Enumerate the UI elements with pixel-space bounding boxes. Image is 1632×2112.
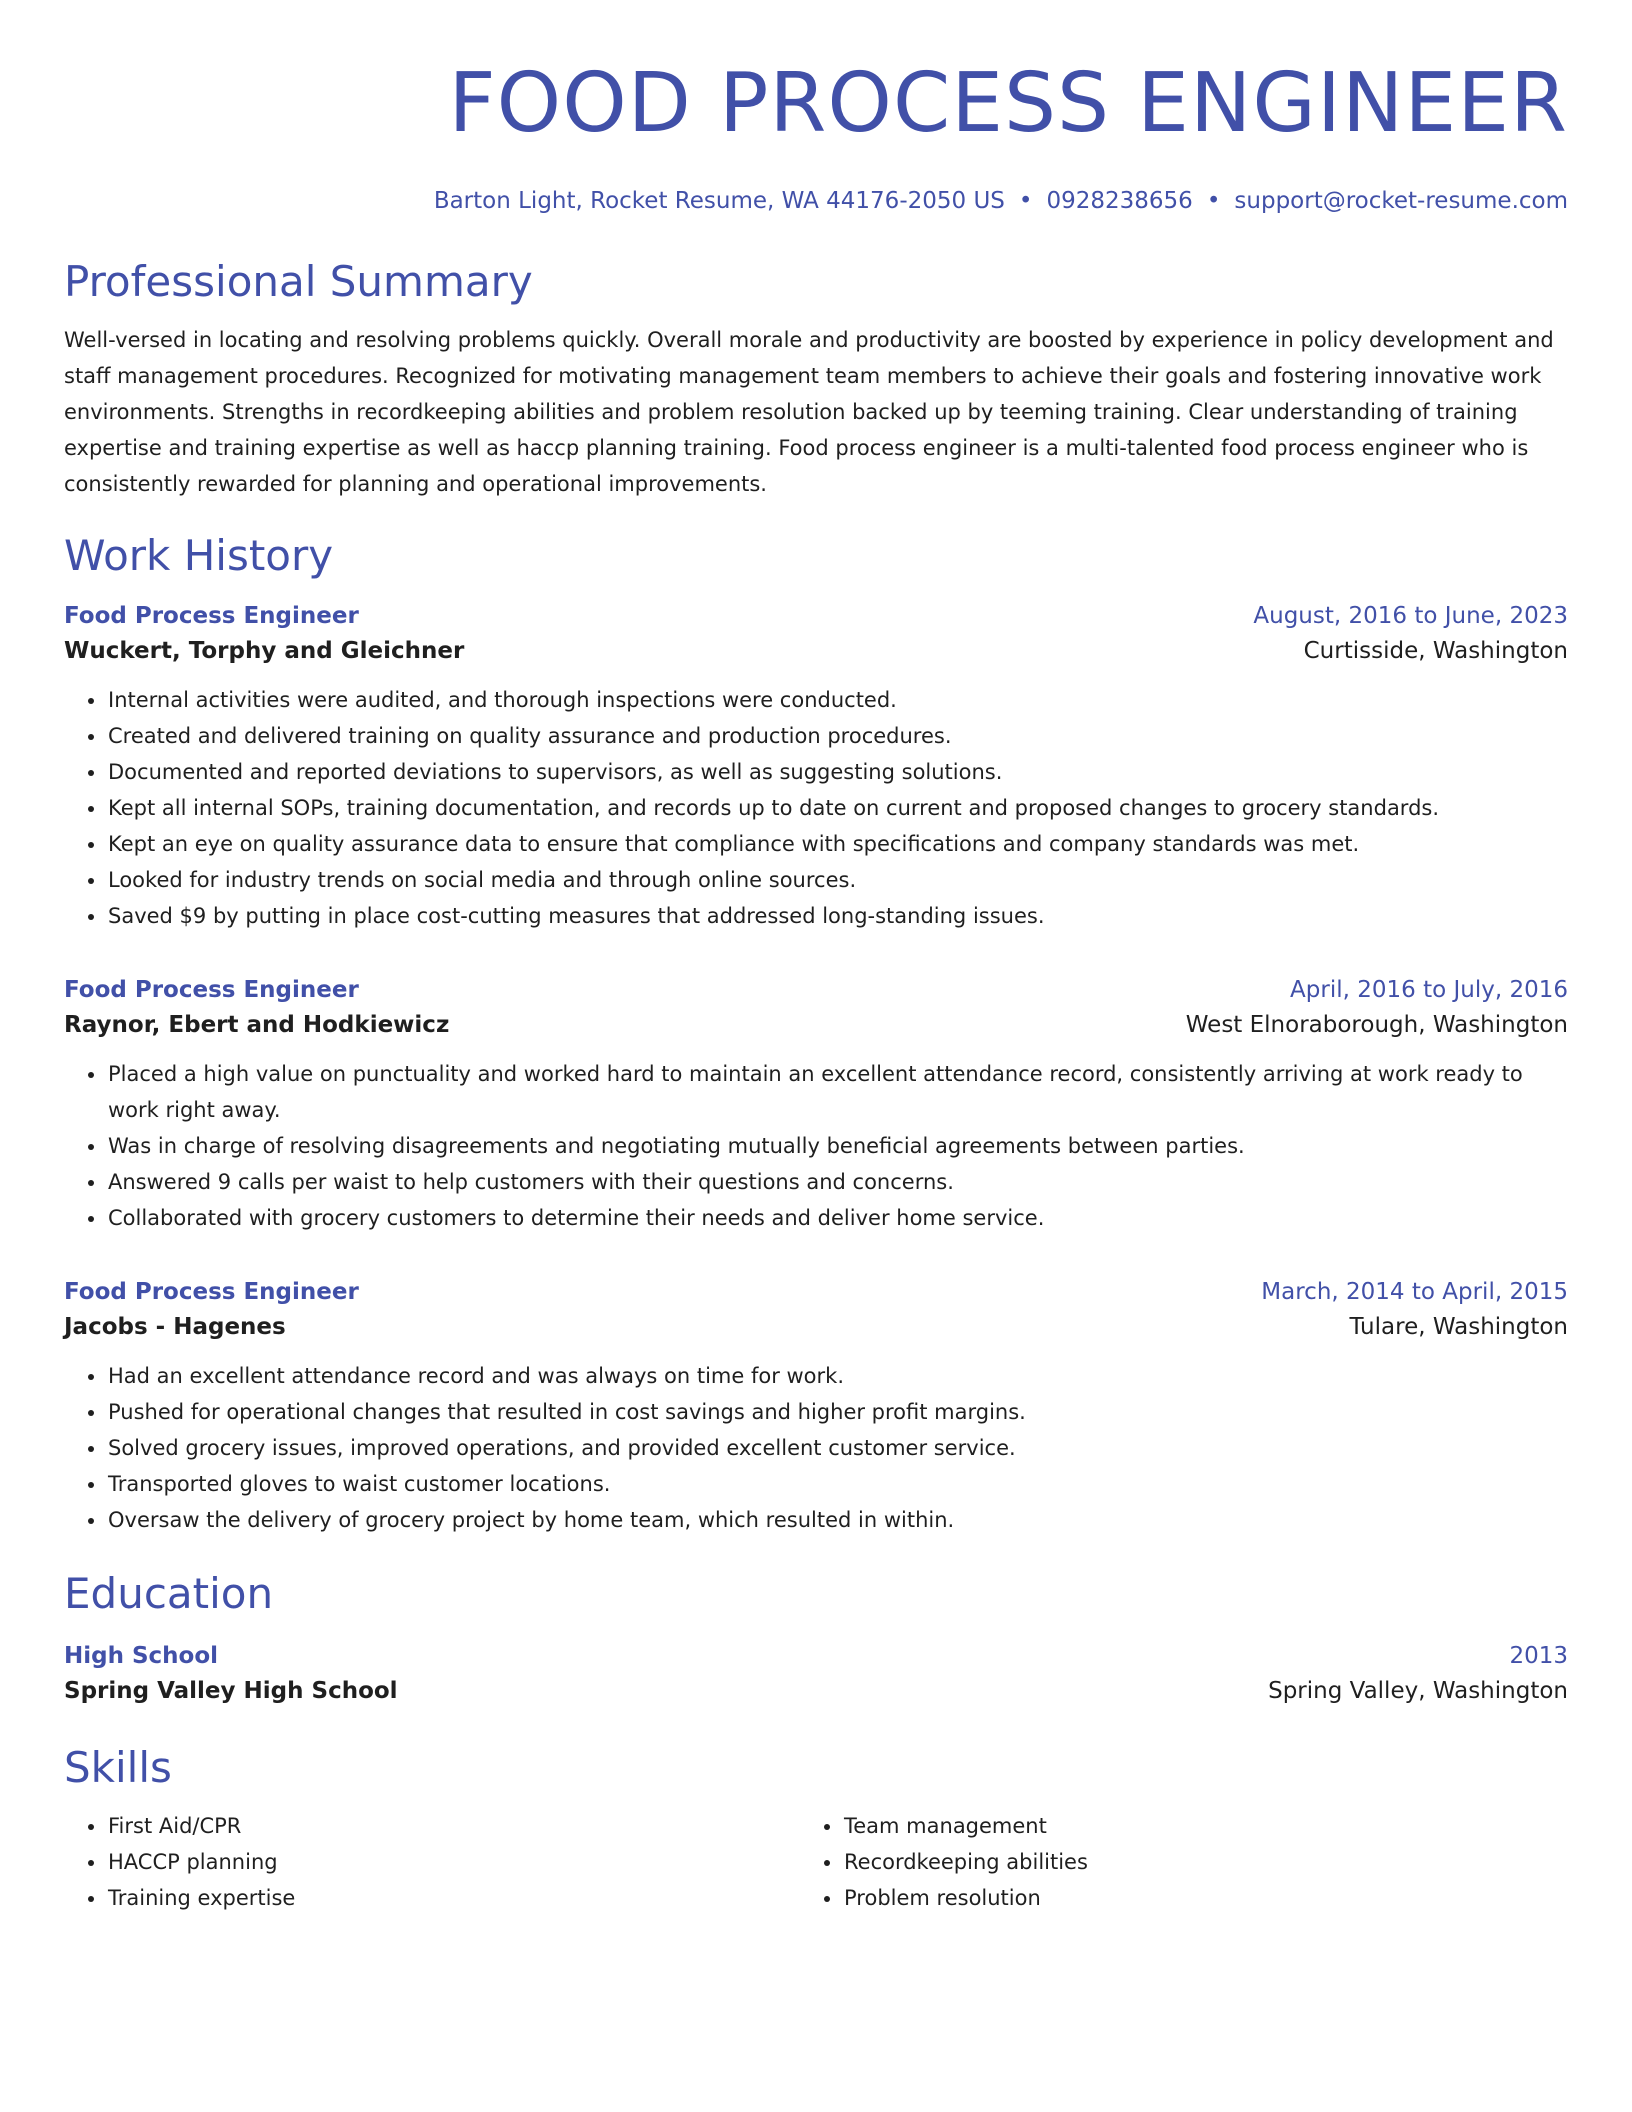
job-bullet: • Internal activities were audited, and thorough inspections were conducted. <box>107 682 1568 718</box>
job-bullet: • Collaborated with grocery customers to determine their needs and deliver home service. <box>107 1200 1568 1236</box>
school-location: Spring Valley, Washington <box>1268 1678 1568 1704</box>
education-degree: High School <box>64 1643 219 1669</box>
skills-column-right <box>800 1808 1536 1916</box>
job-bullet: • Oversaw the delivery of grocery project by home team, which resulted in within. <box>107 1502 1568 1538</box>
job-bullet: • Kept all internal SOPs, training documentation, and records up to date on current and proposed changes to grocery standards. <box>107 790 1568 826</box>
summary-section <box>64 256 1568 502</box>
work-history-section <box>64 530 1568 1538</box>
education-year: 2013 <box>1509 1643 1568 1669</box>
summary-heading: Professional Summary <box>64 257 533 306</box>
work-history-heading: Work History <box>64 531 334 580</box>
skill-item: • Recordkeeping abilities <box>843 1844 1536 1880</box>
job-bullet: • Created and delivered training on quality assurance and production procedures. <box>107 718 1568 754</box>
resume-header <box>64 56 1568 216</box>
job-bullet: • Had an excellent attendance record and was always on time for work. <box>107 1358 1568 1394</box>
contact-separator: • <box>1018 188 1033 214</box>
job-bullet: • Answered 9 calls per waist to help customers with their questions and concerns. <box>107 1164 1568 1200</box>
education-section <box>64 1568 1568 1710</box>
skills-list <box>64 1808 800 1916</box>
job-entry <box>64 1276 1568 1538</box>
skills-list <box>800 1808 1536 1916</box>
job-location: Tulare, Washington <box>1349 1314 1568 1340</box>
contact-address: Barton Light, Rocket Resume, WA 44176-2050 US <box>433 188 1005 214</box>
summary-text: Well-versed in locating and resolving problems quickly. Overall morale and productivity are boosted by experience in policy development and staff management procedures. Recognized for motivating management team members to achieve their goals and fostering innovative work environments. Strengths in recordkeeping abilities and problem resolution backed up by teeming training. Clear understanding of training expertise and training expertise as well as haccp planning training. Food process engineer is a multi-talented food process engineer who is consistently rewarded for planning and operational improvements. <box>64 328 1554 496</box>
skill-item: • First Aid/CPR <box>107 1808 800 1844</box>
job-bullets <box>64 1358 1568 1538</box>
skill-item: • HACCP planning <box>107 1844 800 1880</box>
job-dates: March, 2014 to April, 2015 <box>1261 1279 1568 1305</box>
skill-item: • Team management <box>843 1808 1536 1844</box>
job-entry <box>64 974 1568 1236</box>
job-bullet: • Transported gloves to waist customer locations. <box>107 1466 1568 1502</box>
contact-phone: 0928238656 <box>1046 188 1193 214</box>
job-location: Curtisside, Washington <box>1303 638 1568 664</box>
education-heading: Education <box>64 1569 274 1618</box>
education-entry <box>64 1640 1568 1710</box>
school-name: Spring Valley High School <box>64 1678 398 1704</box>
job-bullet: • Documented and reported deviations to supervisors, as well as suggesting solutions. <box>107 754 1568 790</box>
skill-item: • Problem resolution <box>843 1880 1536 1916</box>
job-bullet: • Placed a high value on punctuality and worked hard to maintain an excellent attendance record, consistently arriving at work ready to work right away. <box>107 1056 1568 1128</box>
skill-item: • Training expertise <box>107 1880 800 1916</box>
company-name: Raynor, Ebert and Hodkiewicz <box>64 1012 450 1038</box>
company-name: Wuckert, Torphy and Gleichner <box>64 638 465 664</box>
job-bullet: • Looked for industry trends on social media and through online sources. <box>107 862 1568 898</box>
job-bullets <box>64 1056 1568 1236</box>
contact-email: support@rocket-resume.com <box>1234 188 1568 214</box>
job-title: Food Process Engineer <box>64 1279 359 1305</box>
job-entry <box>64 600 1568 934</box>
contact-separator: • <box>1206 188 1221 214</box>
contact-line <box>64 186 1568 216</box>
job-title: Food Process Engineer <box>64 977 359 1003</box>
job-location: West Elnoraborough, Washington <box>1185 1012 1568 1038</box>
skills-grid <box>64 1808 1568 1916</box>
job-bullet: • Was in charge of resolving disagreements and negotiating mutually beneficial agreements between parties. <box>107 1128 1568 1164</box>
job-bullet: • Pushed for operational changes that resulted in cost savings and higher profit margins. <box>107 1394 1568 1430</box>
resume-title: FOOD PROCESS ENGINEER <box>448 56 1568 151</box>
job-dates: April, 2016 to July, 2016 <box>1290 977 1568 1003</box>
skills-section <box>64 1742 1568 1916</box>
job-bullets <box>64 682 1568 934</box>
job-bullet: • Kept an eye on quality assurance data to ensure that compliance with specifications and company standards was met. <box>107 826 1568 862</box>
job-dates: August, 2016 to June, 2023 <box>1253 603 1568 629</box>
company-name: Jacobs - Hagenes <box>64 1314 286 1340</box>
skills-heading: Skills <box>64 1743 172 1792</box>
skills-column-left <box>64 1808 800 1916</box>
job-title: Food Process Engineer <box>64 603 359 629</box>
job-bullet: • Solved grocery issues, improved operations, and provided excellent customer service. <box>107 1430 1568 1466</box>
job-bullet: • Saved $9 by putting in place cost-cutting measures that addressed long-standing issues. <box>107 898 1568 934</box>
